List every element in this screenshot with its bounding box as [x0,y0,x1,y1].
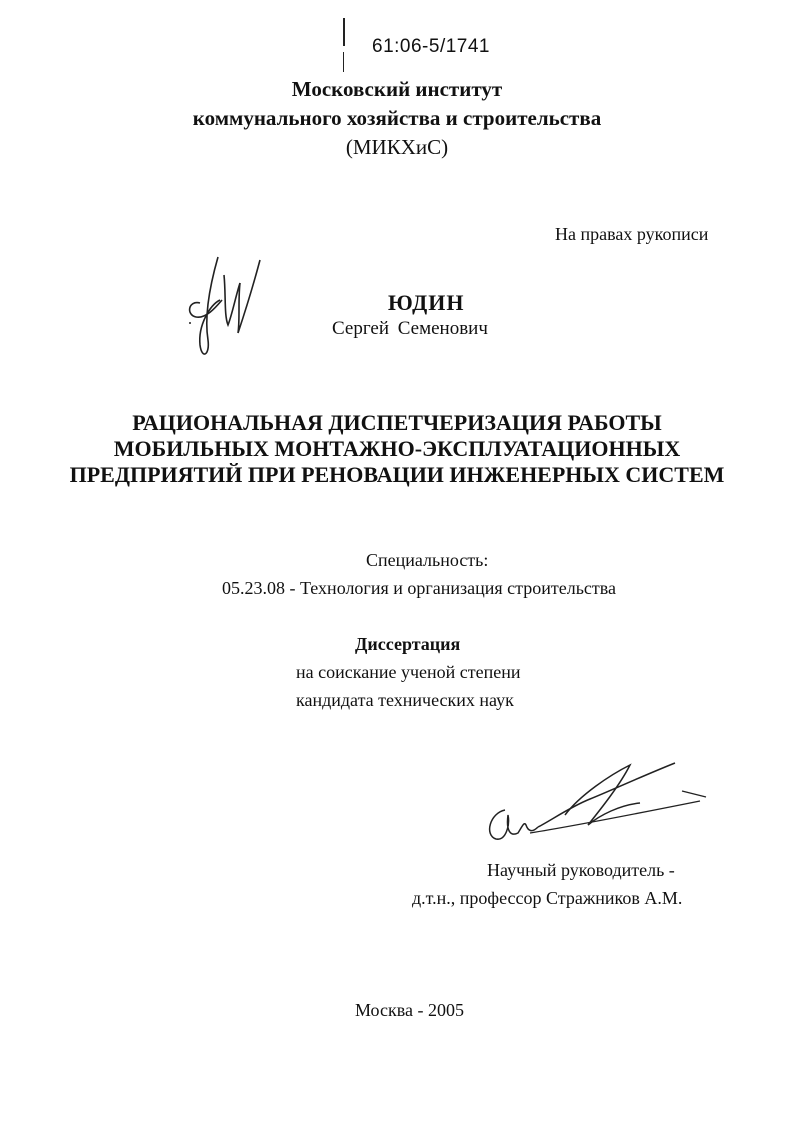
degree-line1: на соискание ученой степени [296,662,521,682]
scan-mark-line [343,52,344,72]
supervisor-label: Научный руководитель - [487,860,675,880]
institution-name-line1: Московский институт [291,77,503,101]
catalog-code: 61:06-5/1741 [372,36,490,57]
author-surname: ЮДИН [388,290,465,315]
dissertation-title-line2: МОБИЛЬНЫХ МОНТАЖНО-ЭКСПЛУАТАЦИОННЫХ [113,436,681,461]
supervisor-signature [470,755,710,855]
degree-line2: кандидата технических наук [296,690,514,710]
scan-mark-line [343,18,345,46]
institution-name-line2: коммунального хозяйства и строительства [192,106,602,130]
dissertation-title-line3: ПРЕДПРИЯТИЙ ПРИ РЕНОВАЦИИ ИНЖЕНЕРНЫХ СИСТЕМ [69,462,725,487]
specialty-value: 05.23.08 - Технология и организация строительства [222,578,617,598]
supervisor-name: д.т.н., профессор Стражников А.М. [412,888,683,908]
specialty-label: Специальность: [366,550,489,570]
city-year: Москва - 2005 [355,1000,464,1020]
author-name: Сергей Семенович [332,318,488,339]
dissertation-title-line1: РАЦИОНАЛЬНАЯ ДИСПЕТЧЕРИЗАЦИЯ РАБОТЫ [132,410,662,435]
manuscript-note: На правах рукописи [555,224,709,244]
institution-abbreviation: (МИКХиС) [345,135,449,159]
dissertation-heading: Диссертация [355,634,461,654]
author-signature [180,245,270,360]
